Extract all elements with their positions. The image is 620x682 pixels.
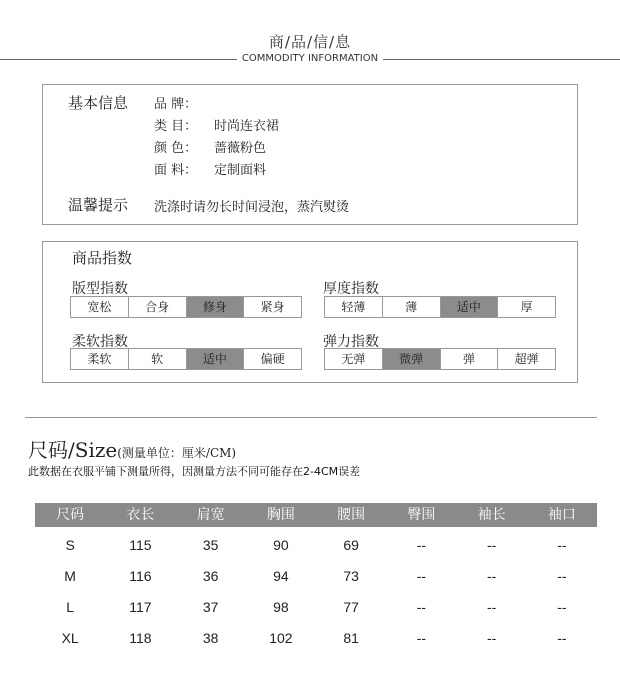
table-row — [35, 530, 597, 560]
table-cell: 118 — [129, 630, 152, 646]
basic-info-label: 基本信息 — [68, 94, 129, 112]
softness-option: 软 — [129, 349, 187, 369]
table-cell: L — [66, 599, 75, 615]
table-cell: -- — [416, 537, 427, 553]
elasticity-option: 弹 — [441, 349, 499, 369]
header-cell: 胸围 — [266, 507, 295, 523]
table-cell: 73 — [343, 568, 359, 584]
thickness-option: 轻薄 — [325, 297, 383, 317]
table-cell: 102 — [269, 630, 293, 646]
elasticity-index-bar — [324, 348, 556, 370]
size-title-text: 尺码/Size — [28, 438, 118, 462]
elasticity-option: 超弹 — [514, 352, 539, 366]
table-cell: 81 — [343, 630, 359, 646]
fit-option: 合身 — [129, 297, 187, 317]
fit-option: 宽松 — [71, 297, 129, 317]
table-cell: -- — [416, 630, 427, 646]
thickness-option-selected: 适中 — [441, 297, 499, 317]
softness-option: 柔软 — [71, 349, 129, 369]
color-value: 蔷薇粉色 — [214, 141, 267, 156]
table-cell: 94 — [273, 568, 289, 584]
header-cell: 腰围 — [337, 507, 366, 523]
table-cell: 77 — [343, 599, 359, 615]
section-divider — [25, 417, 597, 418]
tip-label: 温馨提示 — [68, 196, 129, 214]
table-cell: 116 — [129, 568, 152, 584]
table-cell: S — [65, 537, 75, 553]
size-title — [28, 434, 236, 463]
table-cell: -- — [486, 630, 497, 646]
index-title: 商品指数 — [72, 249, 133, 267]
table-row — [35, 592, 597, 622]
table-cell: -- — [557, 568, 567, 584]
category-key: 类 目： — [154, 119, 198, 134]
softness-index-title: 柔软指数 — [72, 334, 128, 350]
table-cell: 69 — [343, 537, 359, 553]
table-row — [35, 561, 597, 591]
table-cell: -- — [486, 599, 497, 615]
size-table-header — [35, 503, 597, 527]
header-cell: 袖口 — [547, 507, 576, 523]
fabric-value: 定制面料 — [214, 163, 267, 178]
section-subtitle: COMMODITY INFORMATION — [0, 53, 620, 64]
fit-index-title: 版型指数 — [72, 281, 128, 297]
size-note: 此数据在衣服平铺下测量所得，因测量方法不同可能存在2-4CM误差 — [28, 465, 361, 478]
header-cell: 衣长 — [126, 507, 155, 523]
fit-option-selected: 修身 — [187, 297, 245, 317]
tip-text: 洗涤时请勿长时间浸泡，蒸汽熨烫 — [154, 200, 350, 215]
table-cell: -- — [416, 568, 427, 584]
thickness-option: 薄 — [383, 297, 441, 317]
table-cell: -- — [416, 599, 427, 615]
table-cell: 115 — [129, 537, 152, 553]
table-cell: 38 — [202, 630, 219, 646]
section-title: 商/品/信/息 — [268, 33, 352, 51]
table-cell: 36 — [202, 568, 219, 584]
header-cell: 尺码 — [56, 507, 85, 523]
thickness-option: 厚 — [520, 300, 533, 314]
brand-key: 品 牌： — [154, 97, 198, 112]
table-cell: -- — [557, 599, 567, 615]
elasticity-option-selected: 微弹 — [383, 349, 441, 369]
table-row — [35, 623, 597, 653]
softness-index-bar — [70, 348, 302, 370]
softness-option: 偏硬 — [260, 352, 285, 366]
table-cell: -- — [486, 568, 497, 584]
header-cell: 臀围 — [407, 507, 436, 523]
category-value: 时尚连衣裙 — [214, 119, 280, 134]
table-cell: -- — [557, 630, 567, 646]
table-cell: XL — [61, 630, 79, 646]
table-cell: 90 — [273, 537, 289, 553]
table-cell: M — [64, 568, 76, 584]
elasticity-option: 无弹 — [325, 349, 383, 369]
table-cell: 35 — [202, 537, 219, 553]
thickness-index-bar — [324, 296, 556, 318]
fit-index-bar — [70, 296, 302, 318]
table-cell: 37 — [202, 599, 219, 615]
header-cell: 袖长 — [477, 507, 506, 523]
fit-option: 紧身 — [260, 300, 285, 314]
table-cell: 98 — [273, 599, 289, 615]
table-cell: -- — [486, 537, 497, 553]
elasticity-index-title: 弹力指数 — [323, 334, 379, 350]
header-cell: 肩宽 — [196, 507, 225, 523]
color-key: 颜 色： — [154, 141, 198, 156]
table-cell: -- — [557, 537, 567, 553]
table-cell: 117 — [129, 599, 152, 615]
size-unit: (测量单位：厘米/CM) — [117, 446, 237, 460]
thickness-index-title: 厚度指数 — [323, 281, 379, 297]
fabric-key: 面 料： — [154, 163, 198, 178]
softness-option-selected: 适中 — [187, 349, 245, 369]
